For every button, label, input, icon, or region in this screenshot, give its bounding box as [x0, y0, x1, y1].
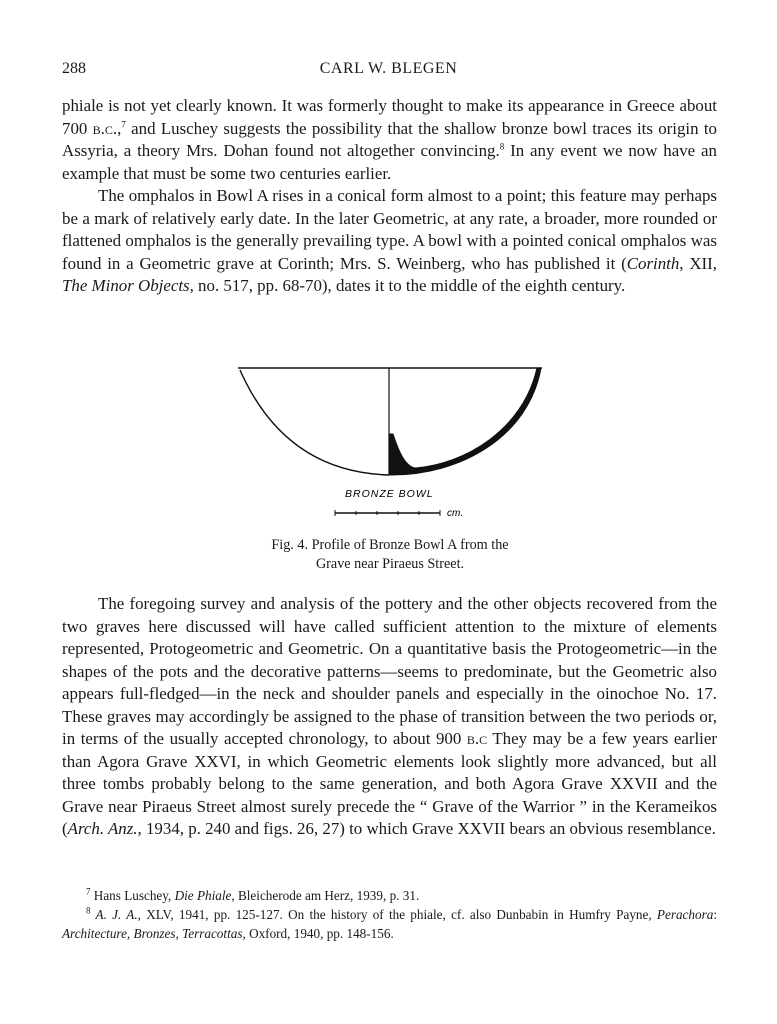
text-run: They may be a few years earlier than Agora Grave XXVI, in which Geometric elements look slightly more advanced, but all three tombs probably belong to the same generation, and both Agora Grave XXVII and the Grave near Piraeus Street almost surely precede the “ Grave of the Warrior ” in the Kerameikos (	[62, 729, 717, 838]
text-run: In any event we now have an example that must be some two centuries earlier.	[62, 141, 717, 183]
footnote-ref-7: 7	[121, 118, 126, 129]
paragraph-survey	[62, 593, 717, 841]
italic-title: Perachora	[656, 907, 714, 922]
page-number: 288	[62, 60, 86, 77]
bowl-profile-drawing	[235, 360, 545, 520]
text-run: and Luschey suggests the possibility that the shallow bronze bowl traces its origin to Assyria, a theory Mrs. Dohan found not altogether convincing.	[62, 118, 717, 160]
figure-caption	[210, 536, 570, 574]
text-run: The foregoing survey and analysis of the pottery and the other objects recovered from the two graves here discussed will have called sufficient attention to the mixture of elements represented, Protogeometric and Geometric. On a quantitative basis the Protogeometric—in the shapes of the pots and the decorative patterns—seems to predominate, but the Geometric also appears full-fledged—in the neck and shoulder panels and especially in the oinochoe No. 17. These graves may accordingly be assigned to the phase of transition between the two periods or, in terms of the usually accepted chronology, to about 900	[62, 594, 717, 748]
text-run: , 1934, p. 240 and figs. 26, 27) to which Grave XXVII bears an obvious resemblance.	[137, 819, 716, 838]
scale-unit-label: cm.	[447, 508, 464, 519]
drawing-label: BRONZE BOWL	[345, 488, 434, 500]
text-run: :	[713, 907, 717, 922]
italic-title: A. J. A.	[90, 907, 138, 922]
body-text-bottom	[62, 593, 717, 841]
paragraph-omphalos	[62, 185, 717, 298]
italic-title: Arch. Anz.	[67, 819, 138, 838]
footnote-number: 7	[86, 886, 91, 897]
text-run: , Oxford, 1940, pp. 148-156.	[242, 926, 394, 941]
italic-title: Die Phiale	[174, 888, 232, 903]
text-run: , Bleicherode am Herz, 1939, p. 31.	[231, 888, 420, 903]
italic-title: Architecture, Bronzes, Terracottas	[62, 926, 243, 941]
text-run: , no. 517, pp. 68-70), dates it to the middle of the eighth century.	[189, 276, 626, 295]
bowl-profile-figure	[235, 360, 545, 520]
bowl-section-profile	[389, 368, 541, 475]
footnote-8	[62, 905, 717, 943]
footnote-number: 8	[86, 905, 91, 916]
text-run: Hans Luschey,	[90, 888, 175, 903]
italic-title: The Minor Objects	[62, 276, 190, 295]
text-run: , XII,	[679, 253, 717, 273]
page-header	[62, 60, 715, 84]
paragraph-phiale	[62, 95, 717, 185]
footnote-ref-8: 8	[499, 141, 505, 152]
running-head: CARL W. BLEGEN	[319, 60, 458, 77]
body-text-top	[62, 95, 717, 298]
footnotes	[62, 886, 717, 943]
bowl-outer-profile	[240, 370, 389, 475]
caption-line: Fig. 4. Profile of Bronze Bowl A from the	[271, 537, 509, 553]
footnote-7	[62, 886, 717, 905]
text-run: The omphalos in Bowl A rises in a conical form almost to a point; this feature may perhaps be a mark of relatively early date. In the later Geometric, at any rate, a broader, more rounded or flattened omphalos is the generally prevailing type. A bowl with a pointed conical omphalos was found in a Geometric grave at Corinth; Mrs. S. Weinberg, who has published it (	[62, 186, 717, 273]
text-run: , XLV, 1941, pp. 125-127. On the history of the phiale, cf. also Dunbabin in Humfry Payne,	[137, 907, 657, 922]
era-abbreviation: b.c.,	[92, 118, 122, 138]
italic-title: Corinth	[626, 253, 680, 273]
text-run: phiale is not yet clearly known. It was formerly thought to make its appearance in Greece about 700	[62, 96, 717, 138]
caption-line: Grave near Piraeus Street.	[315, 556, 465, 572]
era-abbreviation: b.c	[466, 729, 488, 748]
